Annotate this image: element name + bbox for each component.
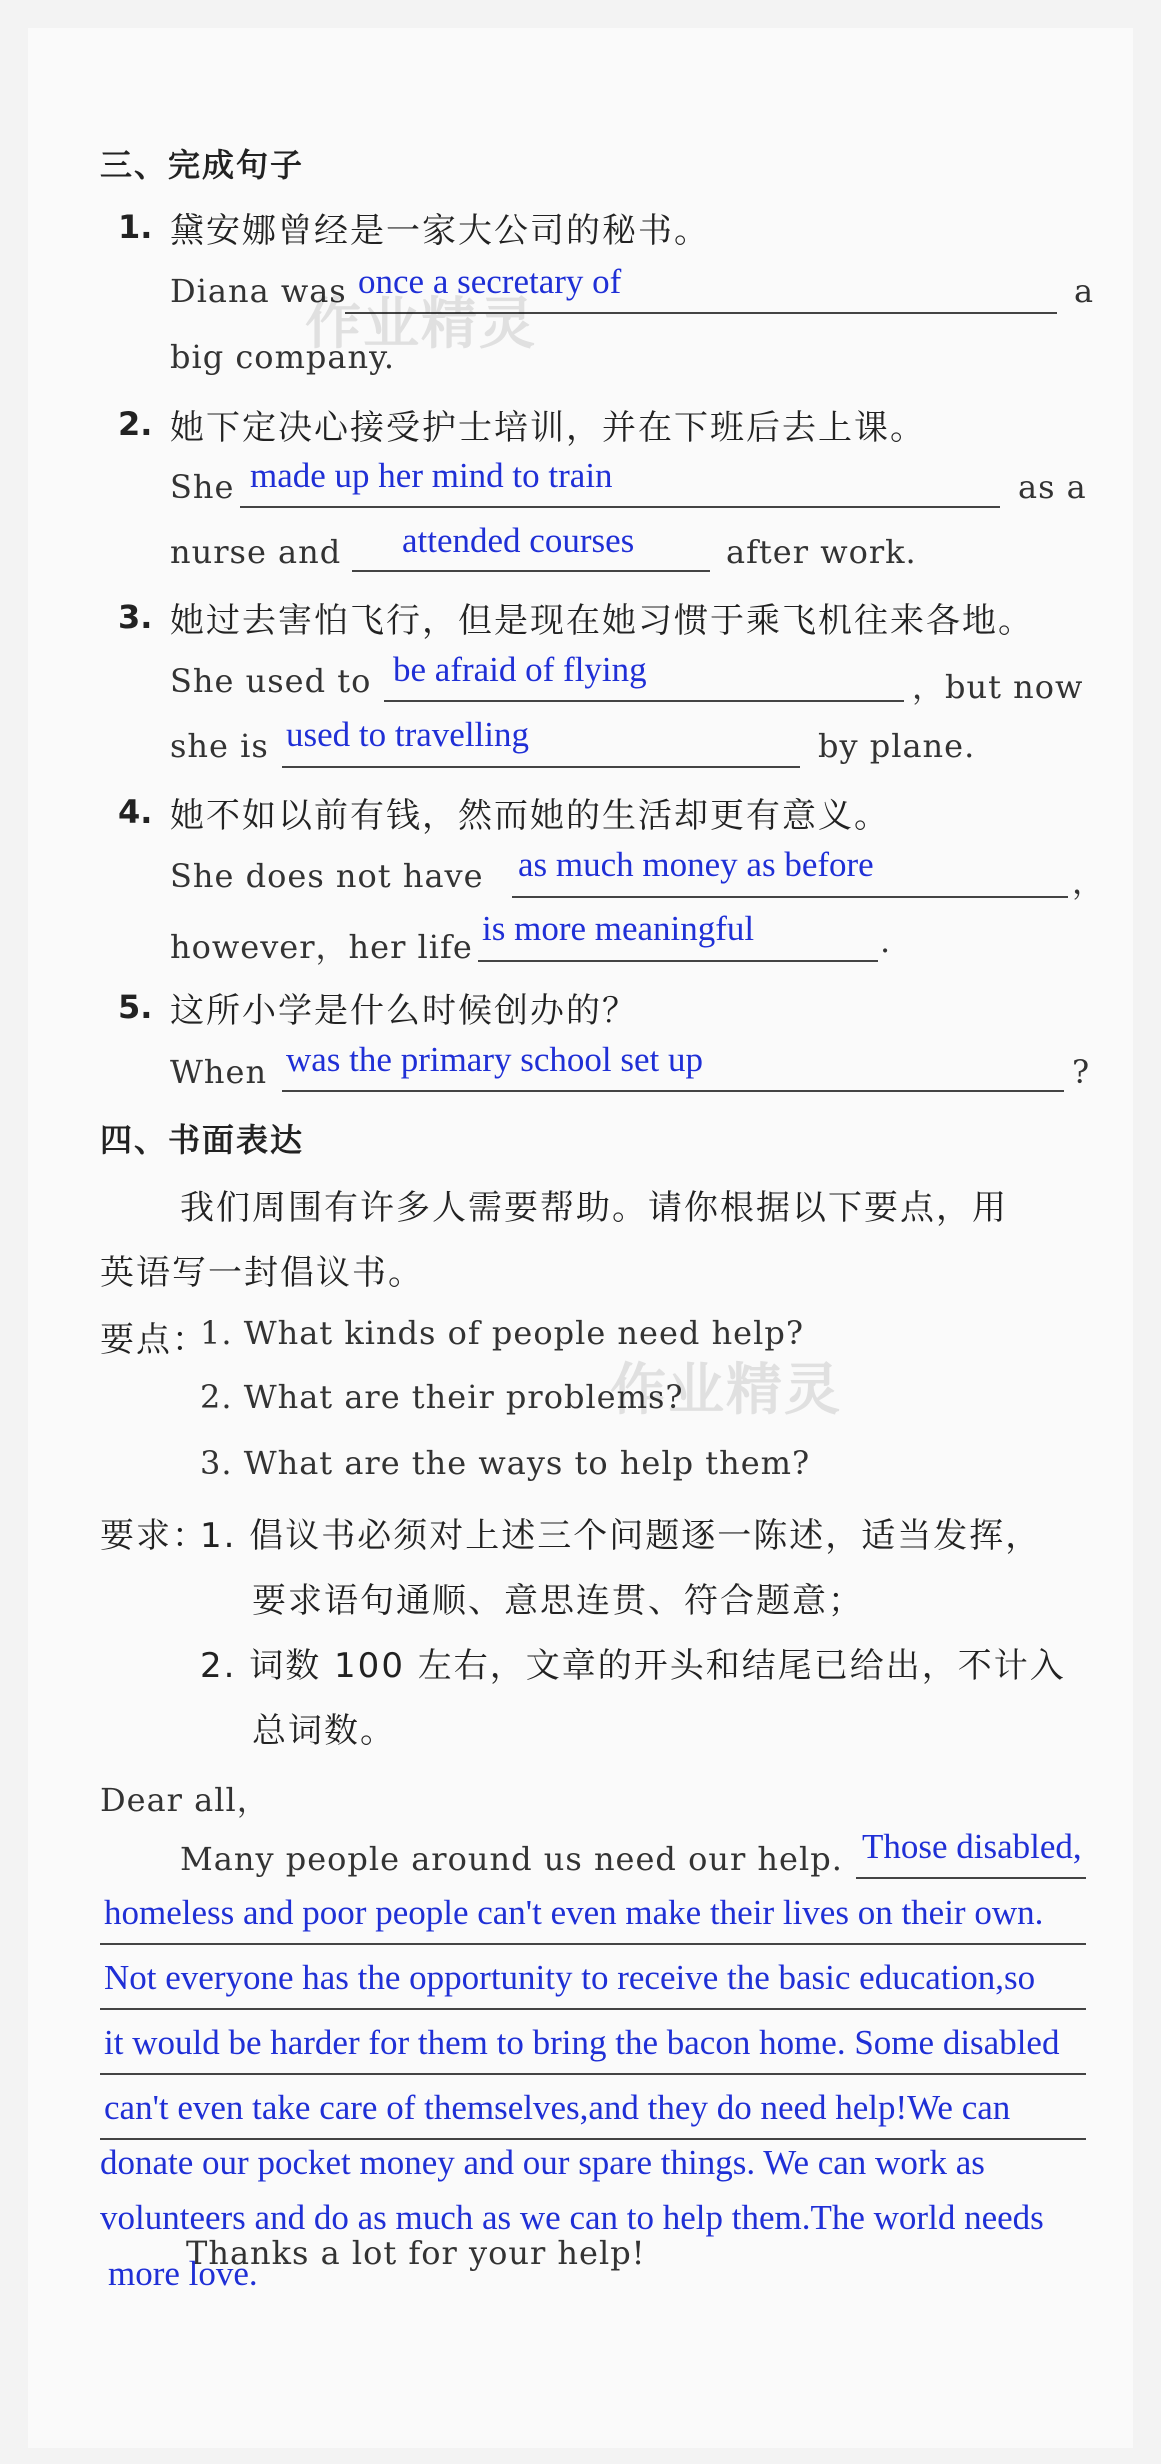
item-4-prefix: She does not have: [170, 857, 484, 895]
item-3-suffix: by plane.: [818, 727, 976, 765]
item-4-comma: ，: [1072, 863, 1106, 901]
essay-answer-line-2: homeless and poor people can't even make their lives on their own.: [104, 1893, 1044, 1932]
item-1-answer: once a secretary of: [358, 262, 622, 301]
item-1-continuation: big company.: [170, 338, 396, 376]
item-2-suffix: after work.: [726, 533, 917, 571]
item-2-chinese: 她下定决心接受护士培训，并在下班后去上课。: [170, 408, 926, 448]
item-4-answer-1: as much money as before: [518, 845, 874, 884]
item-2-prefix: She: [170, 468, 235, 506]
item-2-number: 2.: [118, 405, 153, 443]
essay-answer-line-6: donate our pocket money and our spare things. We can work as: [100, 2143, 985, 2182]
item-4-blank-line-1: [512, 896, 1068, 898]
points-label: 要点：: [100, 1320, 208, 1360]
writing-intro-line-1: 我们周围有许多人需要帮助。请你根据以下要点，用: [180, 1188, 1008, 1228]
requirement-1-line-2: 要求语句通顺、意思连贯、符合题意；: [252, 1581, 864, 1621]
watermark-2: 作业精灵: [610, 1358, 842, 1423]
item-5-question-mark: ?: [1072, 1053, 1091, 1091]
letter-opening: Many people around us need our help.: [180, 1840, 843, 1878]
item-3-answer-2: used to travelling: [286, 715, 530, 754]
letter-closing: Thanks a lot for your help!: [186, 2234, 646, 2272]
item-1-chinese: 黛安娜曾经是一家大公司的秘书。: [170, 211, 710, 251]
item-5-blank-line: [282, 1090, 1064, 1092]
writing-line-5: [100, 2138, 1086, 2140]
writing-line-2: [100, 1943, 1086, 1945]
item-4-answer-2: is more meaningful: [482, 909, 755, 948]
item-1-number: 1.: [118, 208, 153, 246]
item-3-chinese: 她过去害怕飞行，但是现在她习惯于乘飞机往来各地。: [170, 601, 1034, 641]
point-2: 2. What are their problems?: [200, 1378, 684, 1416]
item-3-blank-line-1: [384, 700, 904, 702]
item-3-number: 3.: [118, 598, 153, 636]
essay-answer-line-3: Not everyone has the opportunity to receive the basic education,so: [104, 1958, 1036, 1997]
item-2-nurse-and: nurse and: [170, 533, 342, 571]
item-2-blank-line-1: [240, 506, 1000, 508]
item-3-blank-line-2: [282, 766, 800, 768]
essay-answer-line-1: Those disabled,: [862, 1827, 1082, 1866]
item-4-number: 4.: [118, 793, 153, 831]
item-1-prefix: Diana was: [170, 272, 347, 310]
requirement-2-line-2: 总词数。: [252, 1711, 396, 1751]
essay-answer-line-5: can't even take care of themselves,and they do need help!We can: [104, 2088, 1011, 2127]
essay-answer-line-4: it would be harder for them to bring the bacon home. Some disabled: [104, 2023, 1060, 2062]
requirement-2-line-1: 2. 词数 100 左右，文章的开头和结尾已给出，不计入: [200, 1646, 1066, 1686]
section-4-title: 四、书面表达: [100, 1121, 305, 1159]
item-5-chinese: 这所小学是什么时候创办的？: [170, 991, 638, 1031]
writing-line-3: [100, 2008, 1086, 2010]
item-4-however: however，her life: [170, 928, 473, 966]
writing-line-1: [856, 1877, 1086, 1879]
item-5-number: 5.: [118, 988, 153, 1026]
item-3-she-is: she is: [170, 727, 269, 765]
item-2-answer-2: attended courses: [402, 521, 635, 560]
item-5-answer: was the primary school set up: [286, 1040, 703, 1079]
item-3-prefix: She used to: [170, 662, 372, 700]
essay-answer-line-7: volunteers and do as much as we can to help them.The world needs: [100, 2198, 1044, 2237]
item-3-middle: ，but now: [912, 668, 1084, 706]
watermark-1: 作业精灵: [305, 292, 537, 357]
point-1: 1. What kinds of people need help?: [200, 1314, 804, 1352]
requirement-1-line-1: 1. 倡议书必须对上述三个问题逐一陈述，适当发挥，: [200, 1516, 1042, 1556]
essay-answer-line-8: more love.: [108, 2254, 258, 2293]
item-2-middle: as a: [1018, 468, 1087, 506]
worksheet-page: [28, 28, 1133, 2448]
requirements-label: 要求：: [100, 1516, 208, 1556]
item-4-chinese: 她不如以前有钱，然而她的生活却更有意义。: [170, 796, 890, 836]
writing-intro-line-2: 英语写一封倡议书。: [100, 1253, 424, 1293]
item-5-prefix: When: [170, 1053, 268, 1091]
item-4-blank-line-2: [478, 960, 878, 962]
section-3-title: 三、完成句子: [100, 146, 305, 184]
letter-greeting: Dear all，: [100, 1781, 270, 1819]
item-1-suffix: a: [1074, 272, 1095, 310]
item-2-answer-1: made up her mind to train: [250, 456, 613, 495]
item-4-period: .: [880, 922, 892, 960]
item-2-blank-line-2: [352, 570, 710, 572]
item-3-answer-1: be afraid of flying: [393, 650, 647, 689]
writing-line-4: [100, 2073, 1086, 2075]
point-3: 3. What are the ways to help them?: [200, 1444, 811, 1482]
